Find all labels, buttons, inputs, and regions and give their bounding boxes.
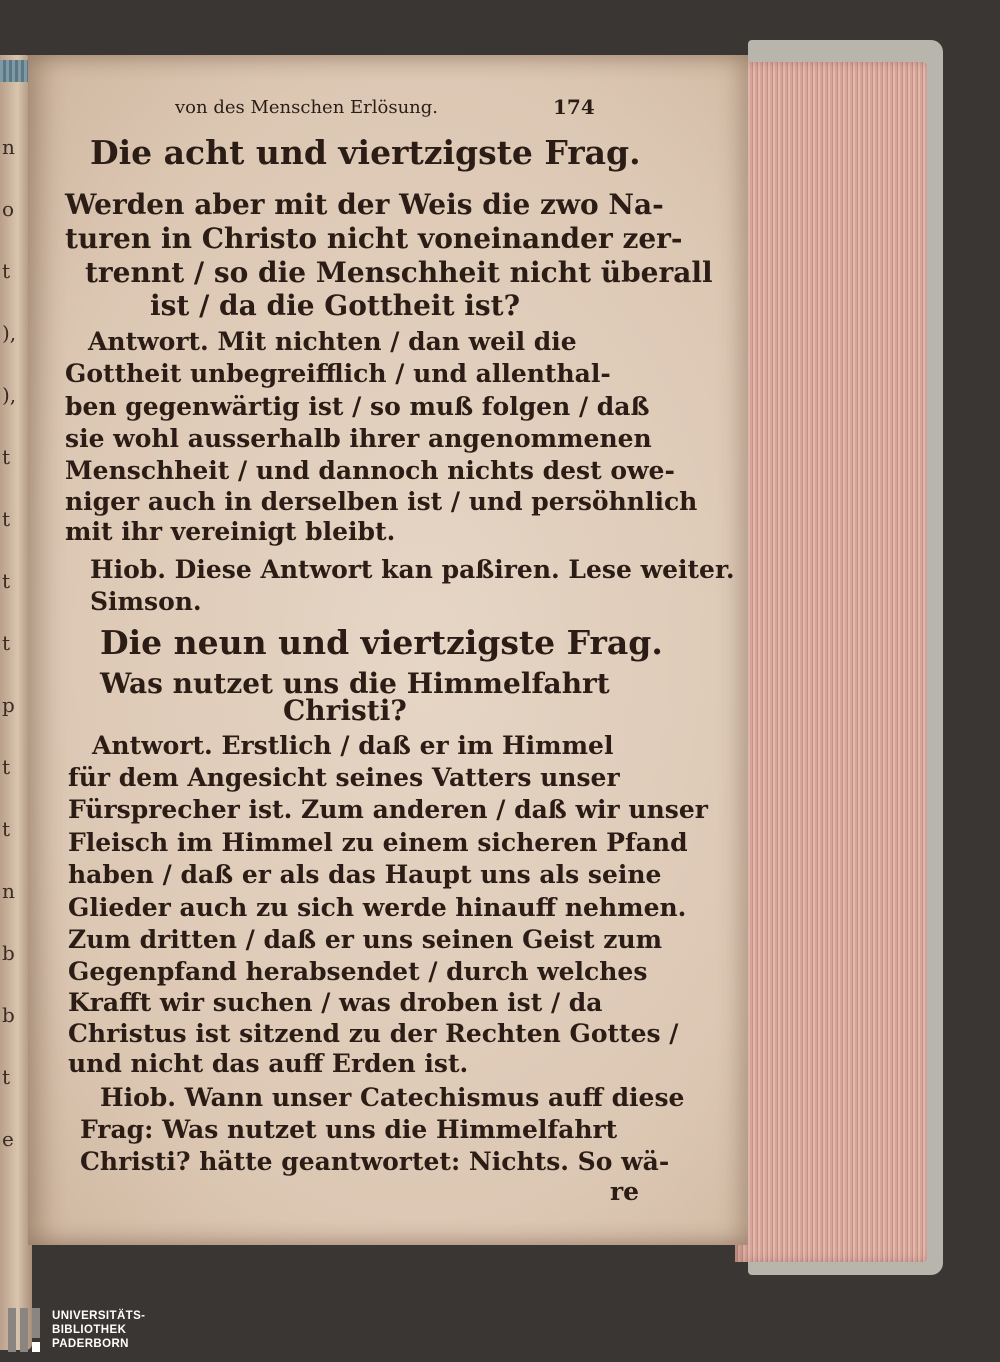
question-49-heading: Die neun und viertzigste Frag. <box>100 623 663 662</box>
left-margin-letter: t <box>2 507 11 531</box>
logo-line: BIBLIOTHEK <box>52 1324 127 1336</box>
running-head: von des Menschen Erlösung. <box>175 97 439 118</box>
left-margin-letter: b <box>2 1003 15 1027</box>
answer-49-line: und nicht das auff Erden ist. <box>68 1049 469 1078</box>
question-49-line: Christi? <box>283 694 407 727</box>
answer-49-line: Zum dritten / daß er uns seinen Geist zum <box>68 925 663 954</box>
left-margin-letter: b <box>2 941 15 965</box>
answer-49-line: Fleisch im Himmel zu einem sicheren Pfand <box>68 828 688 857</box>
question-48-line: trennt / so die Menschheit nicht überall <box>85 256 713 289</box>
answer-49-line: Fürsprecher ist. Zum anderen / daß wir unser <box>68 795 708 824</box>
page-edges <box>735 62 927 1262</box>
logo-mark-icon <box>8 1308 44 1352</box>
left-margin-letter: e <box>2 1127 14 1151</box>
answer-48-line: Menschheit / und dannoch nichts dest owe- <box>65 456 675 485</box>
left-margin-letter: t <box>2 445 11 469</box>
speaker-simson: Simson. <box>90 587 202 616</box>
left-margin-letter: t <box>2 259 11 283</box>
left-margin-letter: t <box>2 817 11 841</box>
answer-48-line: Gottheit unbegreifflich / und allenthal- <box>65 359 611 388</box>
left-cover-band <box>0 60 30 82</box>
left-margin-letter: t <box>2 569 11 593</box>
left-margin-letter: t <box>2 1065 11 1089</box>
answer-49-line: Christus ist sitzend zu der Rechten Gottes / <box>68 1019 679 1048</box>
page-number: 174 <box>553 95 595 119</box>
left-margin-letter: ), <box>2 383 17 407</box>
left-margin-letter: t <box>2 631 11 655</box>
left-margin-letter: ), <box>2 321 17 345</box>
question-48-line: ist / da die Gottheit ist? <box>150 289 520 322</box>
hiob-remark-49: Christi? hätte geantwortet: Nichts. So wä- <box>80 1147 670 1176</box>
answer-49-line: Glieder auch zu sich werde hinauff nehmen. <box>68 893 687 922</box>
left-margin-letter: n <box>2 135 15 159</box>
logo-line: UNIVERSITÄTS- <box>52 1310 146 1322</box>
question-49-line: Was nutzet uns die Himmelfahrt <box>100 667 610 700</box>
left-margin-letter: p <box>2 693 15 717</box>
answer-48-line: mit ihr vereinigt bleibt. <box>65 517 396 546</box>
answer-48-line: niger auch in derselben ist / und persöhnlich <box>65 487 698 516</box>
question-48-line: Werden aber mit der Weis die zwo Na- <box>65 188 664 221</box>
answer-49-line: Gegenpfand herabsendet / durch welches <box>68 957 648 986</box>
library-logo <box>8 1308 145 1352</box>
catchword: re <box>610 1177 640 1206</box>
left-margin-letter: o <box>2 197 15 221</box>
answer-49-line: haben / daß er als das Haupt uns als seine <box>68 860 662 889</box>
answer-48-line: Antwort. Mit nichten / dan weil die <box>88 327 577 356</box>
left-margin-letter: n <box>2 879 15 903</box>
logo-line: PADERBORN <box>52 1338 129 1350</box>
hiob-remark-49: Frag: Was nutzet uns die Himmelfahrt <box>80 1115 618 1144</box>
answer-49-line: für dem Angesicht seines Vatters unser <box>68 763 620 792</box>
answer-48-line: ben gegenwärtig ist / so muß folgen / daß <box>65 392 650 421</box>
hiob-remark-48: Hiob. Diese Antwort kan paßiren. Lese weiter. <box>90 555 735 584</box>
question-48-line: turen in Christo nicht voneinander zer- <box>65 222 683 255</box>
question-48-heading: Die acht und viertzigste Frag. <box>90 133 641 172</box>
answer-49-line: Krafft wir suchen / was droben ist / da <box>68 988 603 1017</box>
answer-48-line: sie wohl ausserhalb ihrer angenommenen <box>65 424 652 453</box>
hiob-remark-49: Hiob. Wann unser Catechismus auff diese <box>100 1083 685 1112</box>
left-margin-letter: t <box>2 755 11 779</box>
answer-49-line: Antwort. Erstlich / daß er im Himmel <box>92 731 614 760</box>
